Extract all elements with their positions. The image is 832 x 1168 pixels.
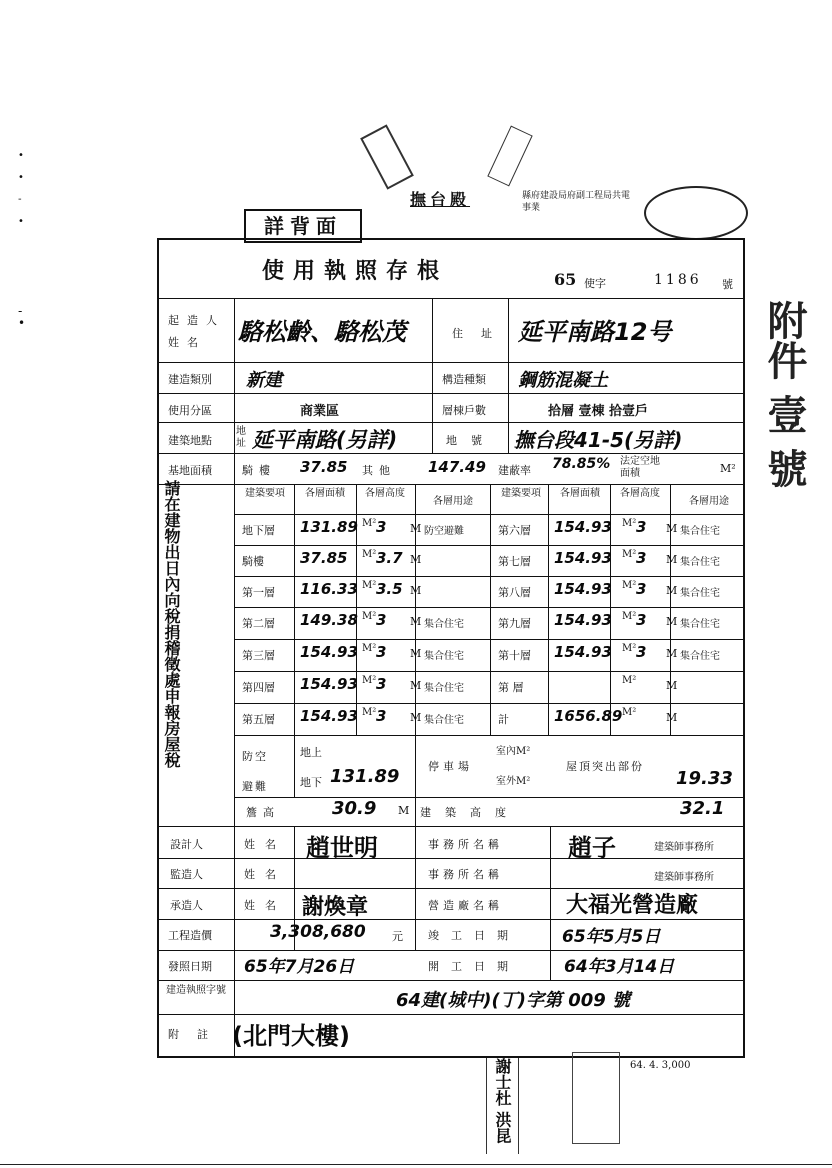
floor-use: 集合住宅 (680, 526, 720, 537)
floor-height: 3 (636, 611, 647, 629)
bottom-rule (0, 1164, 832, 1165)
site-label: 建築地點 (168, 434, 212, 447)
height-unit: M (666, 553, 678, 566)
floor-height: 3 (376, 518, 387, 536)
floor-name: 騎樓 (242, 555, 264, 568)
parking-label: 停車場 (428, 760, 473, 773)
contractor-office: 大福光營造廠 (566, 893, 699, 918)
site-addr-prefix: 地址 (236, 426, 246, 449)
coverage-label: 建蔽率 (498, 464, 531, 477)
floor-height: 3 (636, 643, 647, 661)
floor-height: 3.7 (376, 549, 403, 567)
area-unit: M² (622, 580, 637, 591)
hole-punch-marks: • • - • (18, 150, 24, 227)
contractor-name: 謝煥章 (302, 895, 369, 920)
designer-office-suffix: 建築師事務所 (654, 842, 714, 853)
hole-punch-marks-lower: - • (18, 304, 26, 330)
issue-value: 65年7月26日 (244, 957, 355, 977)
stamp-right-text: 縣府建設局府副工程局共電事業 (522, 191, 631, 213)
building-height-label: 建築高度 (420, 806, 520, 819)
header-area: 各層面積 (305, 488, 345, 499)
floor-area: 116.33 (300, 580, 358, 598)
area-unit: M² (622, 518, 637, 529)
floor-use: 集合住宅 (680, 557, 720, 568)
contractor-office-label: 營造廠名稱 (428, 899, 503, 912)
floor-height: 3 (376, 707, 387, 725)
supervisor-role: 監造人 (170, 868, 203, 881)
seal-oval (644, 186, 748, 240)
height-unit: M (666, 647, 678, 660)
roof-value: 19.33 (676, 768, 733, 789)
floor-name: 第四層 (242, 681, 275, 694)
designer-office: 趙子 (568, 834, 616, 862)
area-label: 基地面積 (168, 464, 212, 477)
area-unit: M² (622, 611, 637, 622)
floor-use: 集合住宅 (424, 651, 464, 662)
floor-height: 3 (376, 643, 387, 661)
floors-value: 拾層 壹棟 拾壹戶 (548, 404, 649, 419)
floor-area: 154.93 (554, 580, 612, 598)
height-unit: M (410, 647, 422, 660)
permit-no-label: 建造執照字號 (166, 985, 226, 996)
floor-name: 第五層 (242, 713, 275, 726)
cost-unit: 元 (392, 930, 403, 943)
supervisor-office-label: 事務所名稱 (428, 868, 503, 881)
designer-name: 趙世明 (306, 834, 378, 862)
other-value: 147.49 (428, 458, 486, 476)
area-unit: M² (622, 675, 637, 686)
building-type-label: 建造類別 (168, 373, 212, 386)
finish-label: 竣工日期 (428, 929, 520, 942)
permit-number: 1186 (654, 272, 702, 288)
floor-height: 3 (636, 580, 647, 598)
note-label: 附註 (168, 1028, 226, 1041)
detail-label: 詳背面 (244, 209, 362, 243)
lot-label: 地號 (446, 434, 496, 447)
footer-print-info: 64. 4. 3,000 (630, 1060, 691, 1071)
contractor-role: 承造人 (170, 899, 203, 912)
height-unit: M (666, 679, 678, 692)
usage-zone-value: 商業區 (300, 404, 340, 419)
height-unit: M (666, 522, 678, 535)
arcade-value: 37.85 (300, 458, 348, 476)
parking-outdoor-label: 室外M² (496, 776, 531, 787)
open-area-unit: M² (720, 462, 736, 475)
floor-area: 154.93 (300, 675, 358, 693)
finish-value: 65年5月5日 (562, 927, 661, 947)
note-value: (北門大樓) (232, 1022, 350, 1050)
area-unit: M² (362, 611, 377, 622)
floor-area: 154.93 (554, 611, 612, 629)
floor-name: 第七層 (498, 555, 531, 568)
floor-area: 154.93 (554, 549, 612, 567)
top-tilted-stamp-1 (360, 124, 414, 189)
builder-label: 起造人姓名 (168, 314, 225, 349)
height-unit: M (666, 711, 678, 724)
coverage-value: 78.85% (552, 456, 611, 472)
cost-label: 工程造價 (168, 929, 212, 942)
shelter-above-label: 地上 (300, 746, 322, 759)
designer-role: 設計人 (170, 838, 203, 851)
floor-height: 3 (636, 518, 647, 536)
floor-use: 集合住宅 (424, 715, 464, 726)
header-item-right: 建築要項 (501, 488, 541, 499)
open-area-label: 法定空地面積 (620, 456, 660, 479)
eaves-value: 30.9 (332, 798, 377, 819)
floor-name: 第二層 (242, 617, 275, 630)
height-unit: M (410, 584, 422, 597)
area-unit: M² (622, 707, 637, 718)
floor-name: 第十層 (498, 649, 531, 662)
floor-area: 154.93 (554, 518, 612, 536)
structure-value: 鋼筋混凝土 (518, 370, 608, 391)
shelter-below-value: 131.89 (330, 766, 400, 787)
floor-name: 第 層 (498, 681, 524, 694)
right-margin-note: 附件 壹 號 (761, 300, 807, 488)
area-unit: M² (362, 707, 377, 718)
area-unit: M² (622, 643, 637, 654)
floor-area: 149.38 (300, 611, 358, 629)
permit-prefix: 使字 (584, 277, 606, 290)
area-unit: M² (362, 580, 377, 591)
contractor-name-label: 姓名 (244, 899, 286, 912)
permit-suffix: 號 (722, 278, 733, 291)
floor-use: 集合住宅 (680, 651, 720, 662)
floor-name: 第三層 (242, 649, 275, 662)
floor-area: 154.93 (300, 643, 358, 661)
eaves-unit: M (398, 804, 410, 817)
floor-area: 131.89 (300, 518, 358, 536)
area-unit: M² (362, 643, 377, 654)
issue-label: 發照日期 (168, 960, 212, 973)
floor-height: 3 (636, 549, 647, 567)
lot-value: 撫台段41-5(另詳) (514, 428, 683, 452)
start-value: 64年3月14日 (564, 957, 675, 977)
left-margin-note: 請在建物出日內向稅捐稽徵處申報房屋稅 (162, 480, 181, 768)
designer-name-label: 姓名 (244, 838, 286, 851)
designer-office-label: 事務所名稱 (428, 838, 503, 851)
floor-name: 第一層 (242, 586, 275, 599)
area-unit: M² (362, 549, 377, 560)
floor-height: 3.5 (376, 580, 403, 598)
floor-name: 第九層 (498, 617, 531, 630)
floor-name: 第六層 (498, 524, 531, 537)
building-type-value: 新建 (246, 370, 282, 391)
floor-use: 集合住宅 (680, 588, 720, 599)
file-label: 撫台殿 (410, 190, 471, 209)
builder-value: 駱松齡、駱松茂 (238, 318, 406, 346)
floor-name: 地下層 (242, 524, 275, 537)
footer-seal (572, 1052, 620, 1144)
height-unit: M (410, 615, 422, 628)
floor-name: 第八層 (498, 586, 531, 599)
floor-use: 集合住宅 (424, 683, 464, 694)
shelter-label: 防空避難 (242, 750, 268, 793)
arcade-label: 騎樓 (242, 464, 276, 477)
area-unit: M² (622, 549, 637, 560)
floor-height: 3 (376, 675, 387, 693)
floor-height: 3 (376, 611, 387, 629)
structure-label: 構造種類 (442, 373, 486, 386)
usage-zone-label: 使用分區 (168, 404, 212, 417)
header-use-right: 各層用途 (689, 496, 729, 507)
header-use: 各層用途 (433, 496, 473, 507)
floor-use: 集合住宅 (424, 619, 464, 630)
building-height-value: 32.1 (680, 798, 725, 819)
floor-use: 防空避難 (424, 526, 464, 537)
header-item: 建築要項 (245, 488, 285, 499)
floor-name: 計 (498, 713, 509, 726)
eaves-label: 簷高 (246, 806, 280, 819)
area-unit: M² (362, 675, 377, 686)
floor-area: 37.85 (300, 549, 348, 567)
permit-no-value: 64建(城中)(丁)字第 009 號 (396, 990, 631, 1011)
height-unit: M (410, 522, 422, 535)
parking-indoor-label: 室內M² (496, 746, 531, 757)
shelter-below-label: 地下 (300, 776, 322, 789)
floor-area: 1656.89 (554, 707, 623, 725)
header-height-right: 各層高度 (620, 488, 660, 499)
floor-area: 154.93 (554, 643, 612, 661)
height-unit: M (666, 615, 678, 628)
floor-area: 154.93 (300, 707, 358, 725)
site-addr-value: 延平南路(另詳) (252, 428, 398, 452)
form-title: 使用執照存根 (262, 258, 449, 284)
supervisor-office-suffix: 建築師事務所 (654, 872, 714, 883)
start-label: 開工日期 (428, 960, 520, 973)
height-unit: M (410, 679, 422, 692)
builder-addr-label: 住址 (452, 327, 510, 340)
supervisor-name-label: 姓名 (244, 868, 286, 881)
top-tilted-stamp-2 (487, 126, 532, 187)
other-label: 其他 (362, 464, 396, 477)
permit-year: 65 (554, 270, 577, 289)
roof-label: 屋頂突出部份 (566, 760, 644, 773)
height-unit: M (666, 584, 678, 597)
header-area-right: 各層面積 (560, 488, 600, 499)
footer-stamp: 謝士杜 洪昆 (486, 1058, 519, 1154)
builder-addr-value: 延平南路12号 (518, 318, 672, 346)
floor-use: 集合住宅 (680, 619, 720, 630)
area-unit: M² (362, 518, 377, 529)
height-unit: M (410, 553, 422, 566)
height-unit: M (410, 711, 422, 724)
cost-value: 3,308,680 (270, 922, 366, 942)
floors-label: 層棟戶數 (442, 404, 486, 417)
header-height: 各層高度 (365, 488, 405, 499)
